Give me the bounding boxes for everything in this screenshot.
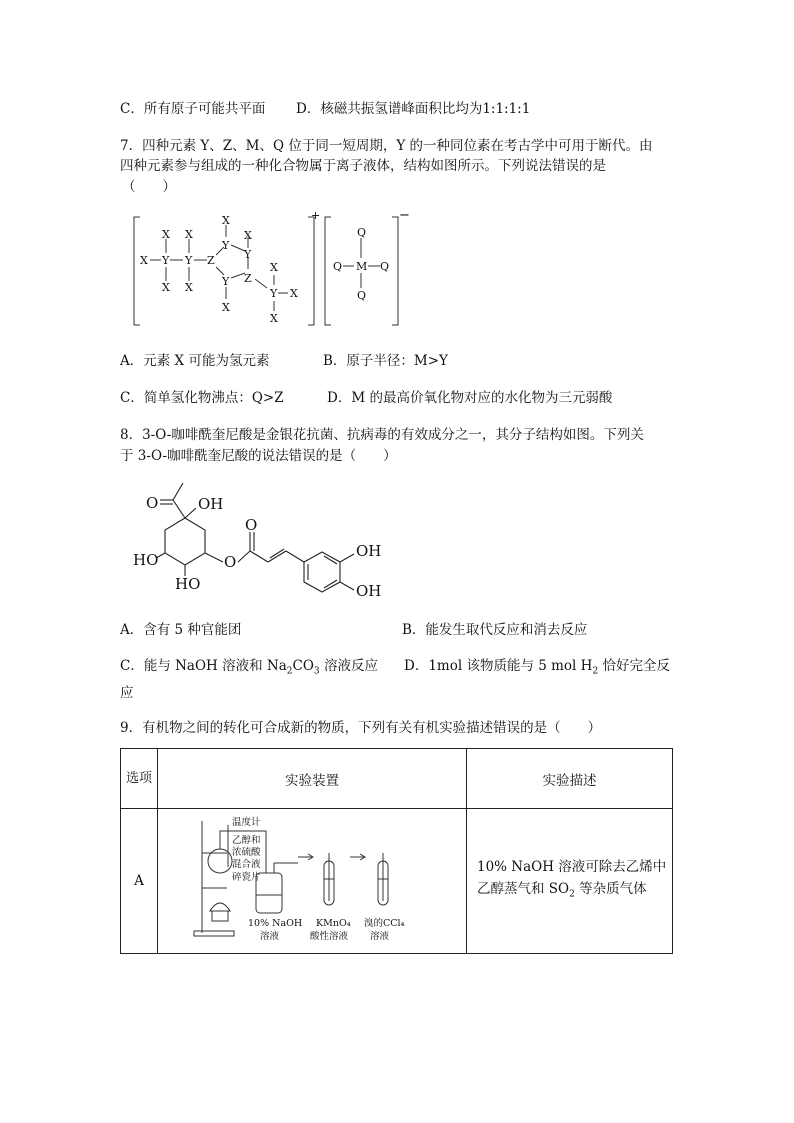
- q8-option-d-continued: 应: [120, 685, 134, 701]
- q8-stem-line1: 8．3-O-咖啡酰奎尼酸是金银花抗菌、抗病毒的有效成分之一，其分子结构如图。下列关: [120, 427, 644, 443]
- q8-label-oh-ring2: OH: [356, 582, 382, 600]
- q8-label-ester-o: O: [224, 553, 237, 571]
- svg-text:Z: Z: [244, 272, 252, 285]
- svg-text:温度计: 温度计: [232, 817, 261, 828]
- q9-header-device: 实验装置: [158, 749, 467, 809]
- svg-text:KMnO₄: KMnO₄: [316, 918, 351, 929]
- q8-label-ester-carbonyl-o: O: [245, 516, 258, 534]
- q8-option-d: D．1mol 该物质能与 5 mol $H_2$ 恰好完全反: [404, 658, 670, 677]
- q7-stem-line1: 7．四种元素 Y、Z、M、Q 位于同一短周期，Y 的一种同位素在考古学中可用于断代。由: [120, 138, 653, 154]
- q9-header-desc: 实验描述: [467, 749, 673, 809]
- svg-text:X: X: [222, 214, 230, 227]
- svg-text:X: X: [222, 301, 230, 314]
- svg-text:混合液: 混合液: [232, 859, 261, 870]
- svg-text:X: X: [244, 229, 252, 242]
- svg-text:X: X: [185, 281, 193, 294]
- q8-label-oh-top: OH: [198, 495, 224, 513]
- q8-option-a: A．含有 5 种官能团: [120, 622, 242, 638]
- q9-table: [120, 748, 673, 954]
- svg-text:X: X: [270, 312, 278, 325]
- svg-text:碎瓷片: 碎瓷片: [232, 872, 261, 883]
- q7-answer-paren: （ ）: [122, 179, 176, 195]
- q7-stem-line2: 四种元素参与组成的一种化合物属于离子液体，结构如图所示。下列说法错误的是: [120, 158, 606, 174]
- svg-text:X: X: [162, 228, 170, 241]
- svg-text:溶液: 溶液: [370, 931, 390, 942]
- svg-text:溶液: 溶液: [260, 931, 280, 942]
- q8-label-carbonyl-o: O: [146, 494, 159, 512]
- q8-molecule-structure: [128, 478, 398, 603]
- q7-anion-charge: −: [399, 208, 410, 223]
- q8-label-ho-bottom: HO: [175, 575, 201, 593]
- q9-stem: 9．有机物之间的转化可合成新的物质，下列有关有机实验描述错误的是（ ）: [120, 720, 602, 736]
- svg-text:酸性溶液: 酸性溶液: [310, 931, 349, 942]
- q7-option-a: A．元素 X 可能为氢元素: [120, 353, 270, 369]
- q9-header-option: 选项: [121, 749, 158, 809]
- svg-text:浓硫酸: 浓硫酸: [232, 847, 261, 858]
- svg-text:乙醇和: 乙醇和: [232, 835, 261, 846]
- q6-option-c: C．所有原子可能共平面: [120, 101, 266, 117]
- svg-text:M: M: [356, 260, 368, 273]
- svg-text:Q: Q: [357, 289, 367, 302]
- svg-text:Y: Y: [162, 254, 170, 267]
- svg-text:Q: Q: [380, 260, 390, 273]
- q8-stem-line2: 于 3-O-咖啡酰奎尼酸的说法错误的是（ ）: [120, 448, 397, 464]
- svg-text:Y: Y: [244, 248, 252, 261]
- svg-text:溴的CCl₄: 溴的CCl₄: [364, 918, 405, 929]
- svg-text:Q: Q: [357, 226, 367, 239]
- svg-text:Y: Y: [222, 275, 230, 288]
- q7-cation-charge: +: [311, 209, 321, 222]
- q8-label-ho-left: HO: [133, 551, 159, 569]
- q6-option-d: D．核磁共振氢谱峰面积比均为1:1:1:1: [296, 101, 531, 117]
- svg-text:X: X: [140, 254, 148, 267]
- svg-text:X: X: [185, 228, 193, 241]
- q7-option-d: D．M 的最高价氧化物对应的水化物为三元弱酸: [327, 390, 613, 406]
- q9-row-label: A: [121, 809, 158, 954]
- q8-label-oh-ring1: OH: [356, 542, 382, 560]
- svg-text:Y: Y: [270, 287, 278, 300]
- svg-text:X: X: [162, 281, 170, 294]
- svg-text:X: X: [270, 261, 278, 274]
- q8-option-c: C．能与 NaOH 溶液和 $Na_2CO_3$ 溶液反应: [120, 658, 378, 677]
- q7-ionic-liquid-structure: [128, 205, 418, 330]
- q7-option-c: C．简单氢化物沸点：Q>Z: [120, 390, 284, 406]
- q9-row-desc: 10% NaOH 溶液可除去乙烯中 乙醇蒸气和 $SO_2$ 等杂质气体: [467, 809, 673, 954]
- svg-text:X: X: [290, 287, 298, 300]
- svg-text:Y: Y: [222, 239, 230, 252]
- svg-text:Y: Y: [185, 254, 193, 267]
- svg-text:10% NaOH: 10% NaOH: [248, 918, 303, 929]
- q8-option-b: B．能发生取代反应和消去反应: [402, 622, 588, 638]
- svg-text:Z: Z: [207, 254, 215, 267]
- q7-option-b: B．原子半径：M>Y: [323, 353, 448, 369]
- q9-apparatus-cell: [158, 809, 467, 954]
- q9-apparatus-diagram: [192, 813, 432, 945]
- svg-text:Q: Q: [333, 260, 343, 273]
